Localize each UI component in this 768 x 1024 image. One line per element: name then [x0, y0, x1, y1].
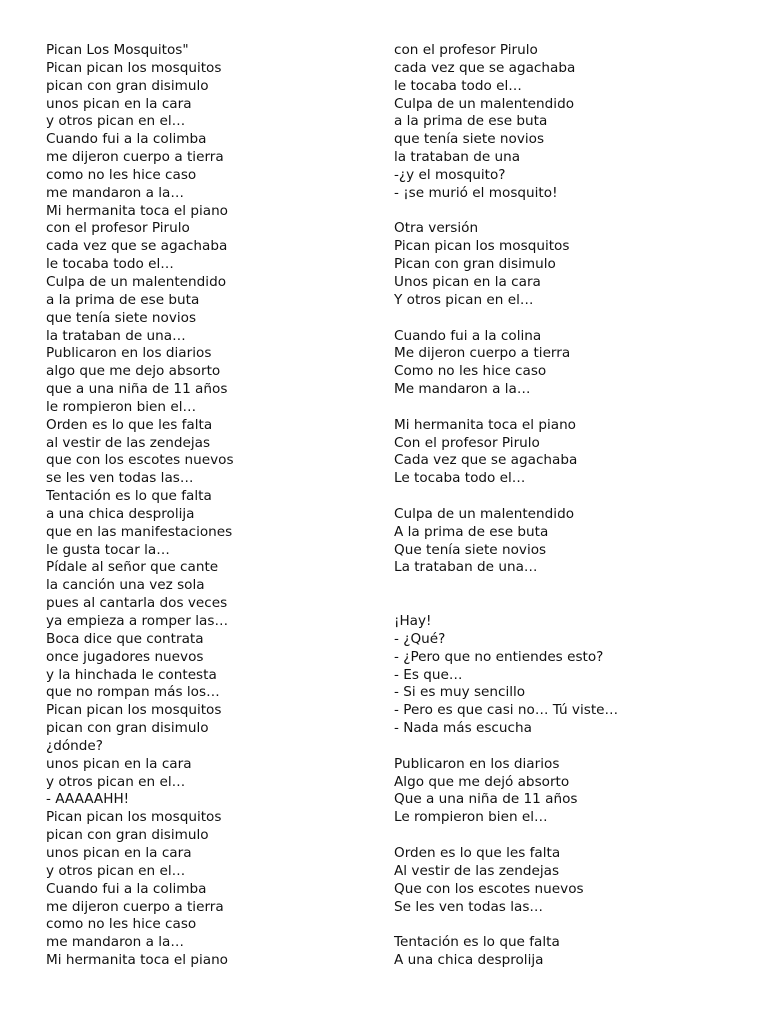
text-line: Se les ven todas las…	[394, 898, 543, 915]
text-line: Tentación es lo que falta	[394, 934, 560, 951]
text-line: y otros pican en el…	[46, 773, 186, 790]
text-line: Publicaron en los diarios	[394, 755, 560, 772]
text-line: Orden es lo que les falta	[394, 844, 561, 861]
text-line: Me mandaron a la…	[394, 381, 531, 398]
right-text-column	[394, 42, 734, 970]
text-line: pican con gran disimulo	[46, 77, 209, 94]
text-line	[394, 577, 734, 595]
text-line: me mandaron a la…	[46, 934, 184, 951]
text-line: ¿dónde?	[46, 737, 103, 754]
left-text-column	[46, 42, 366, 970]
text-line: Me dijeron cuerpo a tierra	[394, 345, 571, 362]
text-line	[394, 203, 734, 221]
text-line: a la prima de ese buta	[46, 291, 200, 308]
text-line	[394, 595, 734, 613]
text-line: la canción una vez sola	[46, 577, 205, 594]
text-line: - ¡se murió el mosquito!	[394, 184, 558, 201]
text-line: Pican con gran disimulo	[394, 256, 556, 273]
text-line: con el profesor Pirulo	[46, 220, 190, 237]
text-line: Mi hermanita toca el piano	[394, 416, 577, 433]
text-line: Culpa de un malentendido	[46, 273, 227, 290]
text-line	[394, 488, 734, 506]
text-line: - Si es muy sencillo	[394, 684, 526, 701]
text-line: le rompieron bien el…	[46, 398, 197, 415]
text-line: ya empieza a romper las…	[46, 613, 229, 629]
text-line: - ¿Pero que no entiendes esto?	[394, 648, 604, 665]
text-line: Cada vez que se agachaba	[394, 452, 578, 469]
text-line: que tenía siete novios	[46, 309, 197, 326]
text-line: pues al cantarla dos veces	[46, 595, 228, 612]
text-line: Como no les hice caso	[394, 363, 547, 380]
text-line: Pídale al señor que cante	[46, 559, 219, 576]
text-line: Pican Los Mosquitos"	[46, 42, 189, 58]
text-line: -¿y el mosquito?	[394, 166, 506, 183]
text-line: y otros pican en el…	[46, 862, 186, 879]
text-line: Mi hermanita toca el piano	[46, 952, 229, 969]
text-line: que no rompan más los…	[46, 684, 220, 701]
text-line	[394, 738, 734, 756]
text-line: Culpa de un malentendido	[394, 95, 575, 112]
text-line: once jugadores nuevos	[46, 648, 204, 665]
text-line: Algo que me dejó absorto	[394, 773, 570, 790]
text-line: me mandaron a la…	[46, 184, 184, 201]
text-line: al vestir de las zendejas	[46, 434, 211, 451]
text-line: Cuando fui a la colimba	[46, 131, 207, 148]
text-line: Le tocaba todo el…	[394, 470, 526, 487]
text-line: que en las manifestaciones	[46, 523, 233, 540]
text-line: la trataban de una…	[46, 327, 186, 344]
text-line: cada vez que se agachaba	[394, 59, 576, 76]
text-line: Orden es lo que les falta	[46, 416, 213, 433]
text-line: y otros pican en el…	[46, 113, 186, 130]
text-line: Que tenía siete novios	[394, 541, 547, 558]
text-line: la trataban de una	[394, 149, 521, 166]
text-line: pican con gran disimulo	[46, 827, 209, 844]
text-line: Que con los escotes nuevos	[394, 880, 584, 897]
text-line: - Pero es que casi no… Tú viste…	[394, 702, 619, 719]
text-line: Pican pican los mosquitos	[46, 809, 222, 826]
text-line: Mi hermanita toca el piano	[46, 202, 229, 219]
text-line: a una chica desprolija	[46, 505, 195, 522]
text-line: algo que me dejo absorto	[46, 363, 221, 380]
text-line: que tenía siete novios	[394, 131, 545, 148]
text-line	[394, 916, 734, 934]
text-line: a la prima de ese buta	[394, 113, 548, 130]
text-line: con el profesor Pirulo	[394, 42, 538, 58]
text-line: le tocaba todo el…	[46, 256, 174, 273]
text-line: que con los escotes nuevos	[46, 452, 234, 469]
text-line: unos pican en la cara	[46, 844, 192, 861]
text-line	[394, 399, 734, 417]
text-line: A una chica desprolija	[394, 952, 544, 969]
text-line: - Es que…	[394, 666, 463, 683]
text-line: ¡Hay!	[394, 613, 432, 629]
text-line: que a una niña de 11 años	[46, 381, 228, 398]
text-line: y la hinchada le contesta	[46, 666, 217, 683]
text-line: - Nada más escucha	[394, 720, 532, 737]
text-line: Y otros pican en el…	[394, 291, 534, 308]
text-line: como no les hice caso	[46, 166, 197, 183]
text-line: unos pican en la cara	[46, 95, 192, 112]
text-line: pican con gran disimulo	[46, 720, 209, 737]
text-line: Le rompieron bien el…	[394, 809, 548, 826]
text-line: A la prima de ese buta	[394, 523, 549, 540]
text-line: Que a una niña de 11 años	[394, 791, 578, 808]
text-line: Otra versión	[394, 220, 479, 237]
text-line: se les ven todas las…	[46, 470, 194, 487]
text-line: Culpa de un malentendido	[394, 505, 575, 522]
text-line: Pican pican los mosquitos	[46, 702, 222, 719]
text-line: cada vez que se agachaba	[46, 238, 228, 255]
text-line: Tentación es lo que falta	[46, 488, 212, 505]
text-line: Con el profesor Pirulo	[394, 434, 540, 451]
text-line: Boca dice que contrata	[46, 630, 204, 647]
text-line: Cuando fui a la colimba	[46, 880, 207, 897]
text-line: me dijeron cuerpo a tierra	[46, 149, 224, 166]
text-line: - ¿Qué?	[394, 630, 446, 647]
text-line: unos pican en la cara	[46, 755, 192, 772]
text-line: La trataban de una…	[394, 559, 538, 576]
text-line: como no les hice caso	[46, 916, 197, 933]
text-line: Unos pican en la cara	[394, 273, 541, 290]
text-line: Cuando fui a la colina	[394, 327, 542, 344]
text-line: Pican pican los mosquitos	[46, 59, 222, 76]
text-line: Al vestir de las zendejas	[394, 862, 560, 879]
text-line: le gusta tocar la…	[46, 541, 170, 558]
text-line: Pican pican los mosquitos	[394, 238, 570, 255]
text-line: le tocaba todo el…	[394, 77, 522, 94]
text-line	[394, 310, 734, 328]
text-line: Publicaron en los diarios	[46, 345, 212, 362]
text-line: - AAAAAHH!	[46, 791, 130, 808]
text-line	[394, 827, 734, 845]
text-line: me dijeron cuerpo a tierra	[46, 898, 224, 915]
